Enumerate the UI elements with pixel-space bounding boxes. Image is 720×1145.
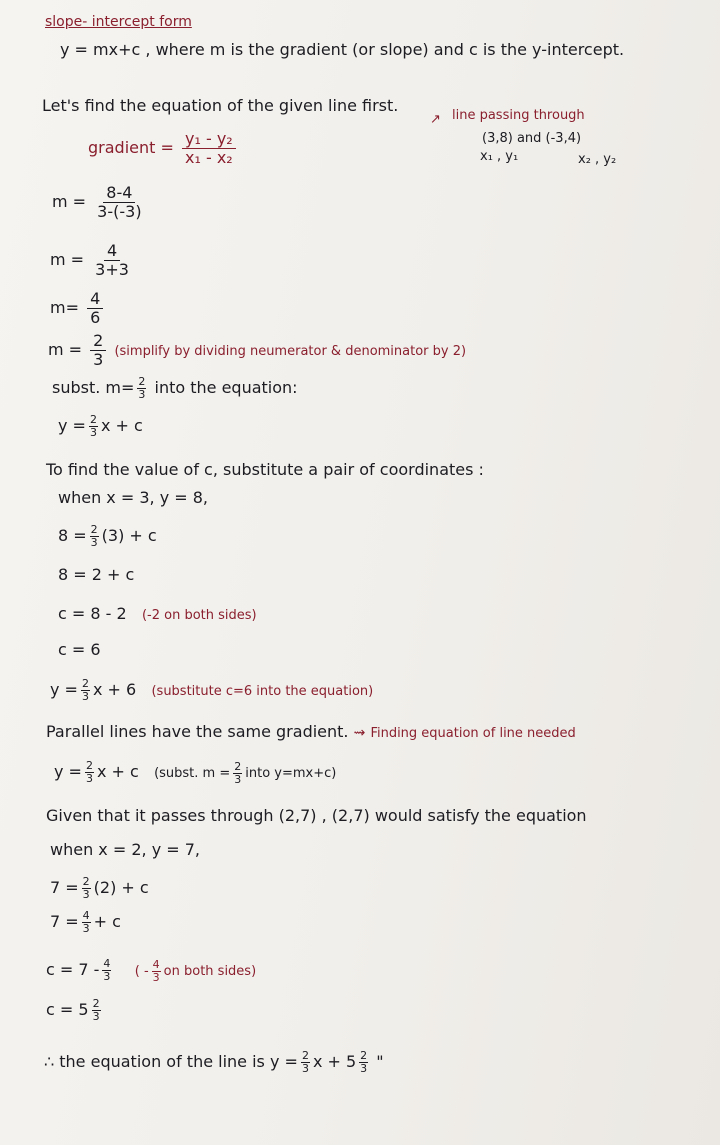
c-step-1: 8 = $\frac{2}{3}$ (3) + c — [58, 523, 157, 549]
d-step-2: 7 = $\frac{4}{3}$ + c — [50, 909, 121, 935]
page-title: slope- intercept form — [45, 14, 192, 30]
conclusion: ∴ the equation of the line is y = $\frac{2}{3}$ x + 5 $\frac{2}{3}$ " — [44, 1049, 384, 1075]
gradient-denominator: x₁ - x₂ — [184, 148, 233, 167]
given-pass-text: Given that it passes through (2,7) , (2,7) would satisfy the equation — [46, 806, 587, 825]
points-sub2: x₂ , y₂ — [578, 152, 617, 167]
squiggle-arrow-icon: ⇝ — [353, 725, 366, 741]
m-step-1: m = $\frac{8-4}{3-(-3)}$ — [52, 183, 142, 221]
m-step-2: m = $\frac{4}{3+3}$ — [50, 241, 129, 279]
parallel-text: Parallel lines have the same gradient. ⇝ Finding equation of line needed — [46, 722, 576, 741]
m-step-4: m = $\frac{2}{3}$ (simplify by dividing neumerator & denominator by 2) — [48, 331, 467, 369]
c-step-3: c = 8 - 2 (-2 on both sides) — [58, 604, 257, 623]
d-step-4: c = 5 $\frac{2}{3}$ — [46, 997, 100, 1023]
m-step-3: m= $\frac{4}{6}$ — [50, 290, 106, 327]
gradient-formula — [88, 130, 239, 167]
equation-given-line: y = $\frac{2}{3}$ x + 6 (substitute c=6 into the equation) — [50, 677, 374, 703]
d-step-1: 7 = $\frac{2}{3}$ (2) + c — [50, 875, 149, 901]
intro-text: y = mx+c , where m is the gradient (or slope) and c is the y-intercept. — [60, 40, 625, 59]
points-label: line passing through — [452, 108, 585, 123]
gradient-label: gradient = — [88, 138, 174, 157]
points-sub1: x₁ , y₁ — [480, 149, 519, 164]
points-values: (3,8) and (-3,4) — [482, 131, 582, 146]
find-c-text: To find the value of c, substitute a pair of coordinates : — [46, 460, 484, 479]
subst-m: subst. m= $\frac{2}{3}$ into the equation: — [52, 375, 298, 401]
equation-needed: y = $\frac{2}{3}$ x + c (subst. m = $\frac{2}{3}$ into y=mx+c) — [54, 759, 337, 786]
find-line-text: Let's find the equation of the given line first. — [42, 96, 399, 115]
equation-1: y = $\frac{2}{3}$ x + c — [58, 413, 143, 439]
when-text-2: when x = 2, y = 7, — [50, 840, 201, 859]
d-step-3: c = 7 - $\frac{4}{3}$ ( - $\frac{4}{3}$ on both sides) — [46, 957, 257, 984]
when-text-1: when x = 3, y = 8, — [58, 488, 209, 507]
simplify-note: (simplify by dividing neumerator & denominator by 2) — [114, 344, 467, 359]
c-step-2: 8 = 2 + c — [58, 565, 135, 584]
c-step-4: c = 6 — [58, 640, 101, 659]
gradient-numerator: y₁ - y₂ — [182, 130, 236, 149]
arrow-icon: ↗ — [430, 112, 441, 127]
